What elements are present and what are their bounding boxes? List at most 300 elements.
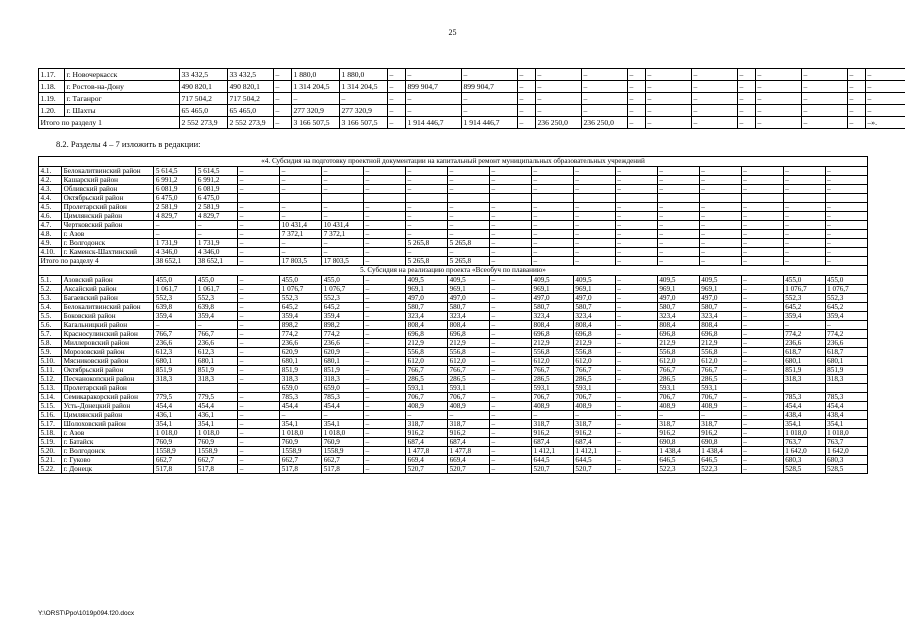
amount-cell: – <box>615 393 657 402</box>
amount-cell: – <box>783 176 825 185</box>
amount-cell: 1 061,7 <box>154 285 196 294</box>
amount-cell: 662,7 <box>322 456 364 465</box>
amount-cell: – <box>657 176 699 185</box>
amount-cell: – <box>756 69 802 81</box>
amount-cell: – <box>406 185 448 194</box>
amount-cell: – <box>741 447 783 456</box>
amount-cell: – <box>490 294 532 303</box>
amount-cell: – <box>741 212 783 221</box>
amount-cell: 552,3 <box>322 294 364 303</box>
amount-cell: 318,7 <box>531 420 573 429</box>
table-row <box>39 438 868 447</box>
amount-cell: – <box>536 105 582 117</box>
amount-cell: – <box>615 203 657 212</box>
amount-cell: – <box>825 248 867 257</box>
amount-cell: – <box>406 69 462 81</box>
amount-cell: – <box>364 402 406 411</box>
amount-cell: – <box>406 167 448 176</box>
amount-cell: 593,1 <box>573 384 615 393</box>
amount-cell: – <box>825 176 867 185</box>
row-number: 4.10. <box>39 248 62 257</box>
row-number: 5.3. <box>39 294 62 303</box>
amount-cell: 1 477,8 <box>448 447 490 456</box>
amount-cell: – <box>364 321 406 330</box>
municipality-name: Белокалитвинский район <box>62 303 154 312</box>
amount-cell: – <box>615 276 657 285</box>
municipality-name: г. Таганрог <box>65 93 180 105</box>
municipality-name: г. Шахты <box>65 105 180 117</box>
amount-cell: 645,2 <box>280 303 322 312</box>
amount-cell: – <box>657 248 699 257</box>
total-cell: –». <box>866 117 905 129</box>
table-row <box>39 420 868 429</box>
amount-cell: 354,1 <box>322 420 364 429</box>
amount-cell: – <box>364 375 406 384</box>
amount-cell: 6 081,9 <box>154 185 196 194</box>
amount-cell: – <box>615 221 657 230</box>
amount-cell: 1558,9 <box>154 447 196 456</box>
amount-cell: 612,0 <box>699 357 741 366</box>
amount-cell: – <box>238 456 280 465</box>
amount-cell: 808,4 <box>657 321 699 330</box>
municipality-name: Багаевский район <box>62 294 154 303</box>
amount-cell: – <box>364 420 406 429</box>
amount-cell: 517,8 <box>322 465 364 474</box>
amount-cell: 696,8 <box>657 330 699 339</box>
amount-cell: 593,1 <box>531 384 573 393</box>
amount-cell: – <box>628 69 646 81</box>
amount-cell: 318,3 <box>280 375 322 384</box>
allocation-table-sections-4-7 <box>38 156 868 474</box>
amount-cell: – <box>274 69 292 81</box>
table-row <box>39 357 868 366</box>
row-number: 5.11. <box>39 366 62 375</box>
amount-cell: 680,3 <box>825 456 867 465</box>
amount-cell: – <box>531 411 573 420</box>
amount-cell: 696,8 <box>531 330 573 339</box>
amount-cell: 2 581,9 <box>154 203 196 212</box>
amount-cell: 916,2 <box>699 429 741 438</box>
amount-cell: – <box>490 348 532 357</box>
amount-cell: – <box>280 239 322 248</box>
row-number: 5.8. <box>39 339 62 348</box>
amount-cell: – <box>657 239 699 248</box>
amount-cell: 1558,9 <box>280 447 322 456</box>
amount-cell: – <box>364 294 406 303</box>
amount-cell: 662,7 <box>154 456 196 465</box>
amount-cell: – <box>741 402 783 411</box>
amount-cell: – <box>154 321 196 330</box>
amount-cell: 497,0 <box>657 294 699 303</box>
total-cell: 17 803,5 <box>280 257 322 266</box>
row-number: 4.2. <box>39 176 62 185</box>
amount-cell: 706,7 <box>657 393 699 402</box>
amount-cell: – <box>490 230 532 239</box>
amount-cell: 760,9 <box>154 438 196 447</box>
table-row <box>39 465 868 474</box>
amount-cell: 612,0 <box>657 357 699 366</box>
amount-cell: – <box>615 465 657 474</box>
amount-cell: – <box>274 105 292 117</box>
amount-cell: 779,5 <box>154 393 196 402</box>
amount-cell: – <box>657 167 699 176</box>
amount-cell: 785,3 <box>783 393 825 402</box>
row-number: 4.1. <box>39 167 62 176</box>
amount-cell: 1 642,0 <box>825 447 867 456</box>
amount-cell: 556,8 <box>448 348 490 357</box>
amount-cell <box>825 194 867 203</box>
amount-cell: 766,7 <box>573 366 615 375</box>
table-row <box>39 366 868 375</box>
amount-cell: – <box>582 69 628 81</box>
amount-cell: 7 372,1 <box>322 230 364 239</box>
amount-cell <box>699 194 741 203</box>
amount-cell: – <box>364 248 406 257</box>
amount-cell: – <box>692 69 738 81</box>
amount-cell <box>615 384 657 393</box>
amount-cell: – <box>274 93 292 105</box>
amount-cell: 612,3 <box>154 348 196 357</box>
amount-cell: 612,0 <box>573 357 615 366</box>
total-cell: – <box>388 117 406 129</box>
amount-cell: 4 829,7 <box>154 212 196 221</box>
amount-cell: – <box>866 81 905 93</box>
amount-cell: – <box>280 167 322 176</box>
amount-cell: – <box>238 366 280 375</box>
municipality-name: Пролетарский район <box>62 203 154 212</box>
amount-cell: – <box>364 438 406 447</box>
amount-cell: 808,4 <box>448 321 490 330</box>
amount-cell: – <box>490 375 532 384</box>
amount-cell: – <box>238 185 280 194</box>
amount-cell: 779,5 <box>196 393 238 402</box>
table-row <box>39 239 868 248</box>
amount-cell: – <box>825 185 867 194</box>
amount-cell: – <box>364 429 406 438</box>
municipality-name: г. Новочеркасск <box>65 69 180 81</box>
amount-cell: – <box>866 93 905 105</box>
amount-cell: 766,7 <box>196 330 238 339</box>
municipality-name: Боковский район <box>62 312 154 321</box>
amount-cell <box>615 194 657 203</box>
amount-cell: 851,9 <box>280 366 322 375</box>
amount-cell <box>154 384 196 393</box>
amount-cell: – <box>531 203 573 212</box>
amount-cell: – <box>573 185 615 194</box>
amount-cell: – <box>462 93 518 105</box>
amount-cell: – <box>238 312 280 321</box>
amount-cell: – <box>238 402 280 411</box>
amount-cell: – <box>802 105 848 117</box>
amount-cell: 1558,9 <box>322 447 364 456</box>
amount-cell: – <box>573 230 615 239</box>
total-cell: – <box>692 117 738 129</box>
amount-cell: – <box>238 203 280 212</box>
amount-cell <box>783 384 825 393</box>
amount-cell: – <box>741 375 783 384</box>
amount-cell: – <box>292 93 340 105</box>
table-row <box>39 456 868 465</box>
table-row <box>39 348 868 357</box>
amount-cell: – <box>448 185 490 194</box>
row-number: 4.6. <box>39 212 62 221</box>
amount-cell: 409,5 <box>573 276 615 285</box>
amount-cell: 580,7 <box>573 303 615 312</box>
amount-cell: 898,2 <box>322 321 364 330</box>
amount-cell: – <box>783 212 825 221</box>
amount-cell: – <box>692 105 738 117</box>
amount-cell: 408,9 <box>699 402 741 411</box>
amount-cell: – <box>531 185 573 194</box>
amount-cell: 766,7 <box>448 366 490 375</box>
total-cell: 2 552 273,9 <box>228 117 274 129</box>
amount-cell: – <box>573 239 615 248</box>
row-number: 5.5. <box>39 312 62 321</box>
amount-cell: – <box>490 339 532 348</box>
row-number: 5.9. <box>39 348 62 357</box>
amount-cell: 438,4 <box>783 411 825 420</box>
total-cell: – <box>364 257 406 266</box>
table-row <box>39 384 868 393</box>
amount-cell: 612,0 <box>406 357 448 366</box>
amount-cell: 1 018,0 <box>825 429 867 438</box>
amount-cell: – <box>615 176 657 185</box>
amount-cell: – <box>238 357 280 366</box>
total-cell: – <box>573 257 615 266</box>
amount-cell: 552,3 <box>196 294 238 303</box>
amount-cell: 6 991,2 <box>154 176 196 185</box>
amount-cell: 899 904,7 <box>462 81 518 93</box>
amount-cell: – <box>322 248 364 257</box>
amount-cell: – <box>582 105 628 117</box>
amount-cell: – <box>238 230 280 239</box>
amount-cell: – <box>741 366 783 375</box>
row-number: 5.12. <box>39 375 62 384</box>
amount-cell: – <box>741 248 783 257</box>
amount-cell: – <box>756 93 802 105</box>
amount-cell: 454,4 <box>322 402 364 411</box>
amount-cell <box>322 194 364 203</box>
amount-cell: – <box>154 230 196 239</box>
amount-cell: 408,9 <box>573 402 615 411</box>
amount-cell: 659,0 <box>280 384 322 393</box>
amount-cell: – <box>280 411 322 420</box>
amount-cell: – <box>364 312 406 321</box>
amount-cell: – <box>699 411 741 420</box>
amount-cell: 6 475,0 <box>154 194 196 203</box>
amount-cell: – <box>490 357 532 366</box>
amount-cell: – <box>490 285 532 294</box>
amount-cell: – <box>238 339 280 348</box>
amount-cell: 236,6 <box>154 339 196 348</box>
amount-cell: – <box>322 411 364 420</box>
amount-cell: 409,5 <box>531 276 573 285</box>
table-row <box>39 276 868 285</box>
amount-cell: 528,5 <box>783 465 825 474</box>
amount-cell: 286,5 <box>531 375 573 384</box>
amount-cell: 5 265,8 <box>448 239 490 248</box>
amount-cell: – <box>741 330 783 339</box>
amount-cell: 277 320,9 <box>292 105 340 117</box>
row-number: 5.1. <box>39 276 62 285</box>
amount-cell: – <box>582 93 628 105</box>
amount-cell <box>448 194 490 203</box>
amount-cell: – <box>699 248 741 257</box>
amount-cell: 696,8 <box>573 330 615 339</box>
amount-cell: – <box>364 221 406 230</box>
amount-cell: – <box>238 239 280 248</box>
amount-cell: – <box>825 203 867 212</box>
amount-cell: 212,9 <box>699 339 741 348</box>
amount-cell: 520,7 <box>406 465 448 474</box>
municipality-name: г. Ростов-на-Дону <box>65 81 180 93</box>
total-cell: – <box>783 257 825 266</box>
amount-cell: 763,7 <box>783 438 825 447</box>
row-number: 4.4. <box>39 194 62 203</box>
row-number: 1.20. <box>39 105 65 117</box>
amount-cell <box>238 194 280 203</box>
table-row <box>39 221 868 230</box>
amount-cell: – <box>490 312 532 321</box>
amount-cell: 620,9 <box>280 348 322 357</box>
amount-cell: – <box>518 81 536 93</box>
amount-cell: – <box>490 330 532 339</box>
amount-cell: 774,2 <box>825 330 867 339</box>
amount-cell: 1 412,1 <box>531 447 573 456</box>
amount-cell <box>490 194 532 203</box>
row-number: 5.4. <box>39 303 62 312</box>
amount-cell: – <box>802 81 848 93</box>
amount-cell: – <box>448 167 490 176</box>
municipality-name: Чертковский район <box>62 221 154 230</box>
amount-cell: – <box>615 420 657 429</box>
amount-cell <box>490 384 532 393</box>
amount-cell: – <box>615 366 657 375</box>
amount-cell: 528,5 <box>825 465 867 474</box>
amount-cell: 706,7 <box>448 393 490 402</box>
amount-cell: 687,4 <box>531 438 573 447</box>
amount-cell: – <box>741 294 783 303</box>
amount-cell: – <box>406 176 448 185</box>
amount-cell: – <box>783 221 825 230</box>
amount-cell: – <box>490 411 532 420</box>
table-row <box>39 194 868 203</box>
row-number: 1.17. <box>39 69 65 81</box>
amount-cell: 808,4 <box>531 321 573 330</box>
amount-cell: – <box>741 357 783 366</box>
amount-cell: – <box>238 465 280 474</box>
table-row <box>39 339 868 348</box>
municipality-name: Азовский район <box>62 276 154 285</box>
amount-cell: – <box>490 402 532 411</box>
table-row <box>39 81 905 93</box>
amount-cell: 552,3 <box>280 294 322 303</box>
amount-cell: – <box>741 429 783 438</box>
amount-cell: – <box>490 185 532 194</box>
amount-cell: 556,8 <box>657 348 699 357</box>
amount-cell: – <box>646 81 692 93</box>
municipality-name: Шолоховский район <box>62 420 154 429</box>
amount-cell: 916,2 <box>531 429 573 438</box>
amount-cell: 1 018,0 <box>322 429 364 438</box>
amount-cell: – <box>364 348 406 357</box>
amount-cell <box>741 194 783 203</box>
amount-cell: – <box>699 176 741 185</box>
amount-cell: 236,6 <box>825 339 867 348</box>
amount-cell: 690,8 <box>657 438 699 447</box>
amount-cell: 4 346,0 <box>154 248 196 257</box>
amount-cell: 785,3 <box>825 393 867 402</box>
amount-cell: 1 438,4 <box>657 447 699 456</box>
amount-cell: – <box>615 321 657 330</box>
amount-cell: 318,3 <box>154 375 196 384</box>
amount-cell: – <box>615 212 657 221</box>
amount-cell: – <box>364 239 406 248</box>
row-number: 5.17. <box>39 420 62 429</box>
amount-cell: 1 438,4 <box>699 447 741 456</box>
amount-cell: 774,2 <box>783 330 825 339</box>
total-label: Итого по разделу 1 <box>39 117 180 129</box>
amount-cell: 438,4 <box>825 411 867 420</box>
amount-cell: 969,1 <box>699 285 741 294</box>
amount-cell: – <box>448 221 490 230</box>
row-number: 5.16. <box>39 411 62 420</box>
table-row <box>39 185 868 194</box>
amount-cell: 916,2 <box>406 429 448 438</box>
municipality-name: Кашарский район <box>62 176 154 185</box>
amount-cell: – <box>756 105 802 117</box>
amount-cell: – <box>238 348 280 357</box>
amount-cell: – <box>490 465 532 474</box>
amount-cell: – <box>280 248 322 257</box>
amount-cell: 354,1 <box>196 420 238 429</box>
amount-cell: – <box>848 69 866 81</box>
amount-cell: – <box>738 93 756 105</box>
amount-cell: 580,7 <box>657 303 699 312</box>
total-cell: – <box>738 117 756 129</box>
amount-cell: – <box>448 176 490 185</box>
amount-cell: – <box>825 167 867 176</box>
amount-cell: 580,7 <box>699 303 741 312</box>
amount-cell: 6 081,9 <box>196 185 238 194</box>
amount-cell: – <box>615 230 657 239</box>
amount-cell: – <box>322 185 364 194</box>
amount-cell: 1 018,0 <box>280 429 322 438</box>
amount-cell: – <box>238 411 280 420</box>
amount-cell: – <box>741 438 783 447</box>
amount-cell: – <box>490 447 532 456</box>
amount-cell: – <box>518 93 536 105</box>
amount-cell: 808,4 <box>406 321 448 330</box>
total-label: Итого по разделу 4 <box>39 257 154 266</box>
amount-cell: – <box>364 411 406 420</box>
amount-cell: 669,4 <box>406 456 448 465</box>
amount-cell: – <box>462 105 518 117</box>
amount-cell: – <box>699 221 741 230</box>
amount-cell: 593,1 <box>448 384 490 393</box>
total-cell: – <box>848 117 866 129</box>
amount-cell: 898,2 <box>280 321 322 330</box>
table-row <box>39 411 868 420</box>
amount-cell: – <box>783 248 825 257</box>
amount-cell: – <box>531 230 573 239</box>
amount-cell: 556,8 <box>699 348 741 357</box>
amount-cell: 645,2 <box>322 303 364 312</box>
amount-cell: 851,9 <box>825 366 867 375</box>
amount-cell: 454,4 <box>154 402 196 411</box>
total-cell: – <box>802 117 848 129</box>
amount-cell: 5 614,5 <box>196 167 238 176</box>
